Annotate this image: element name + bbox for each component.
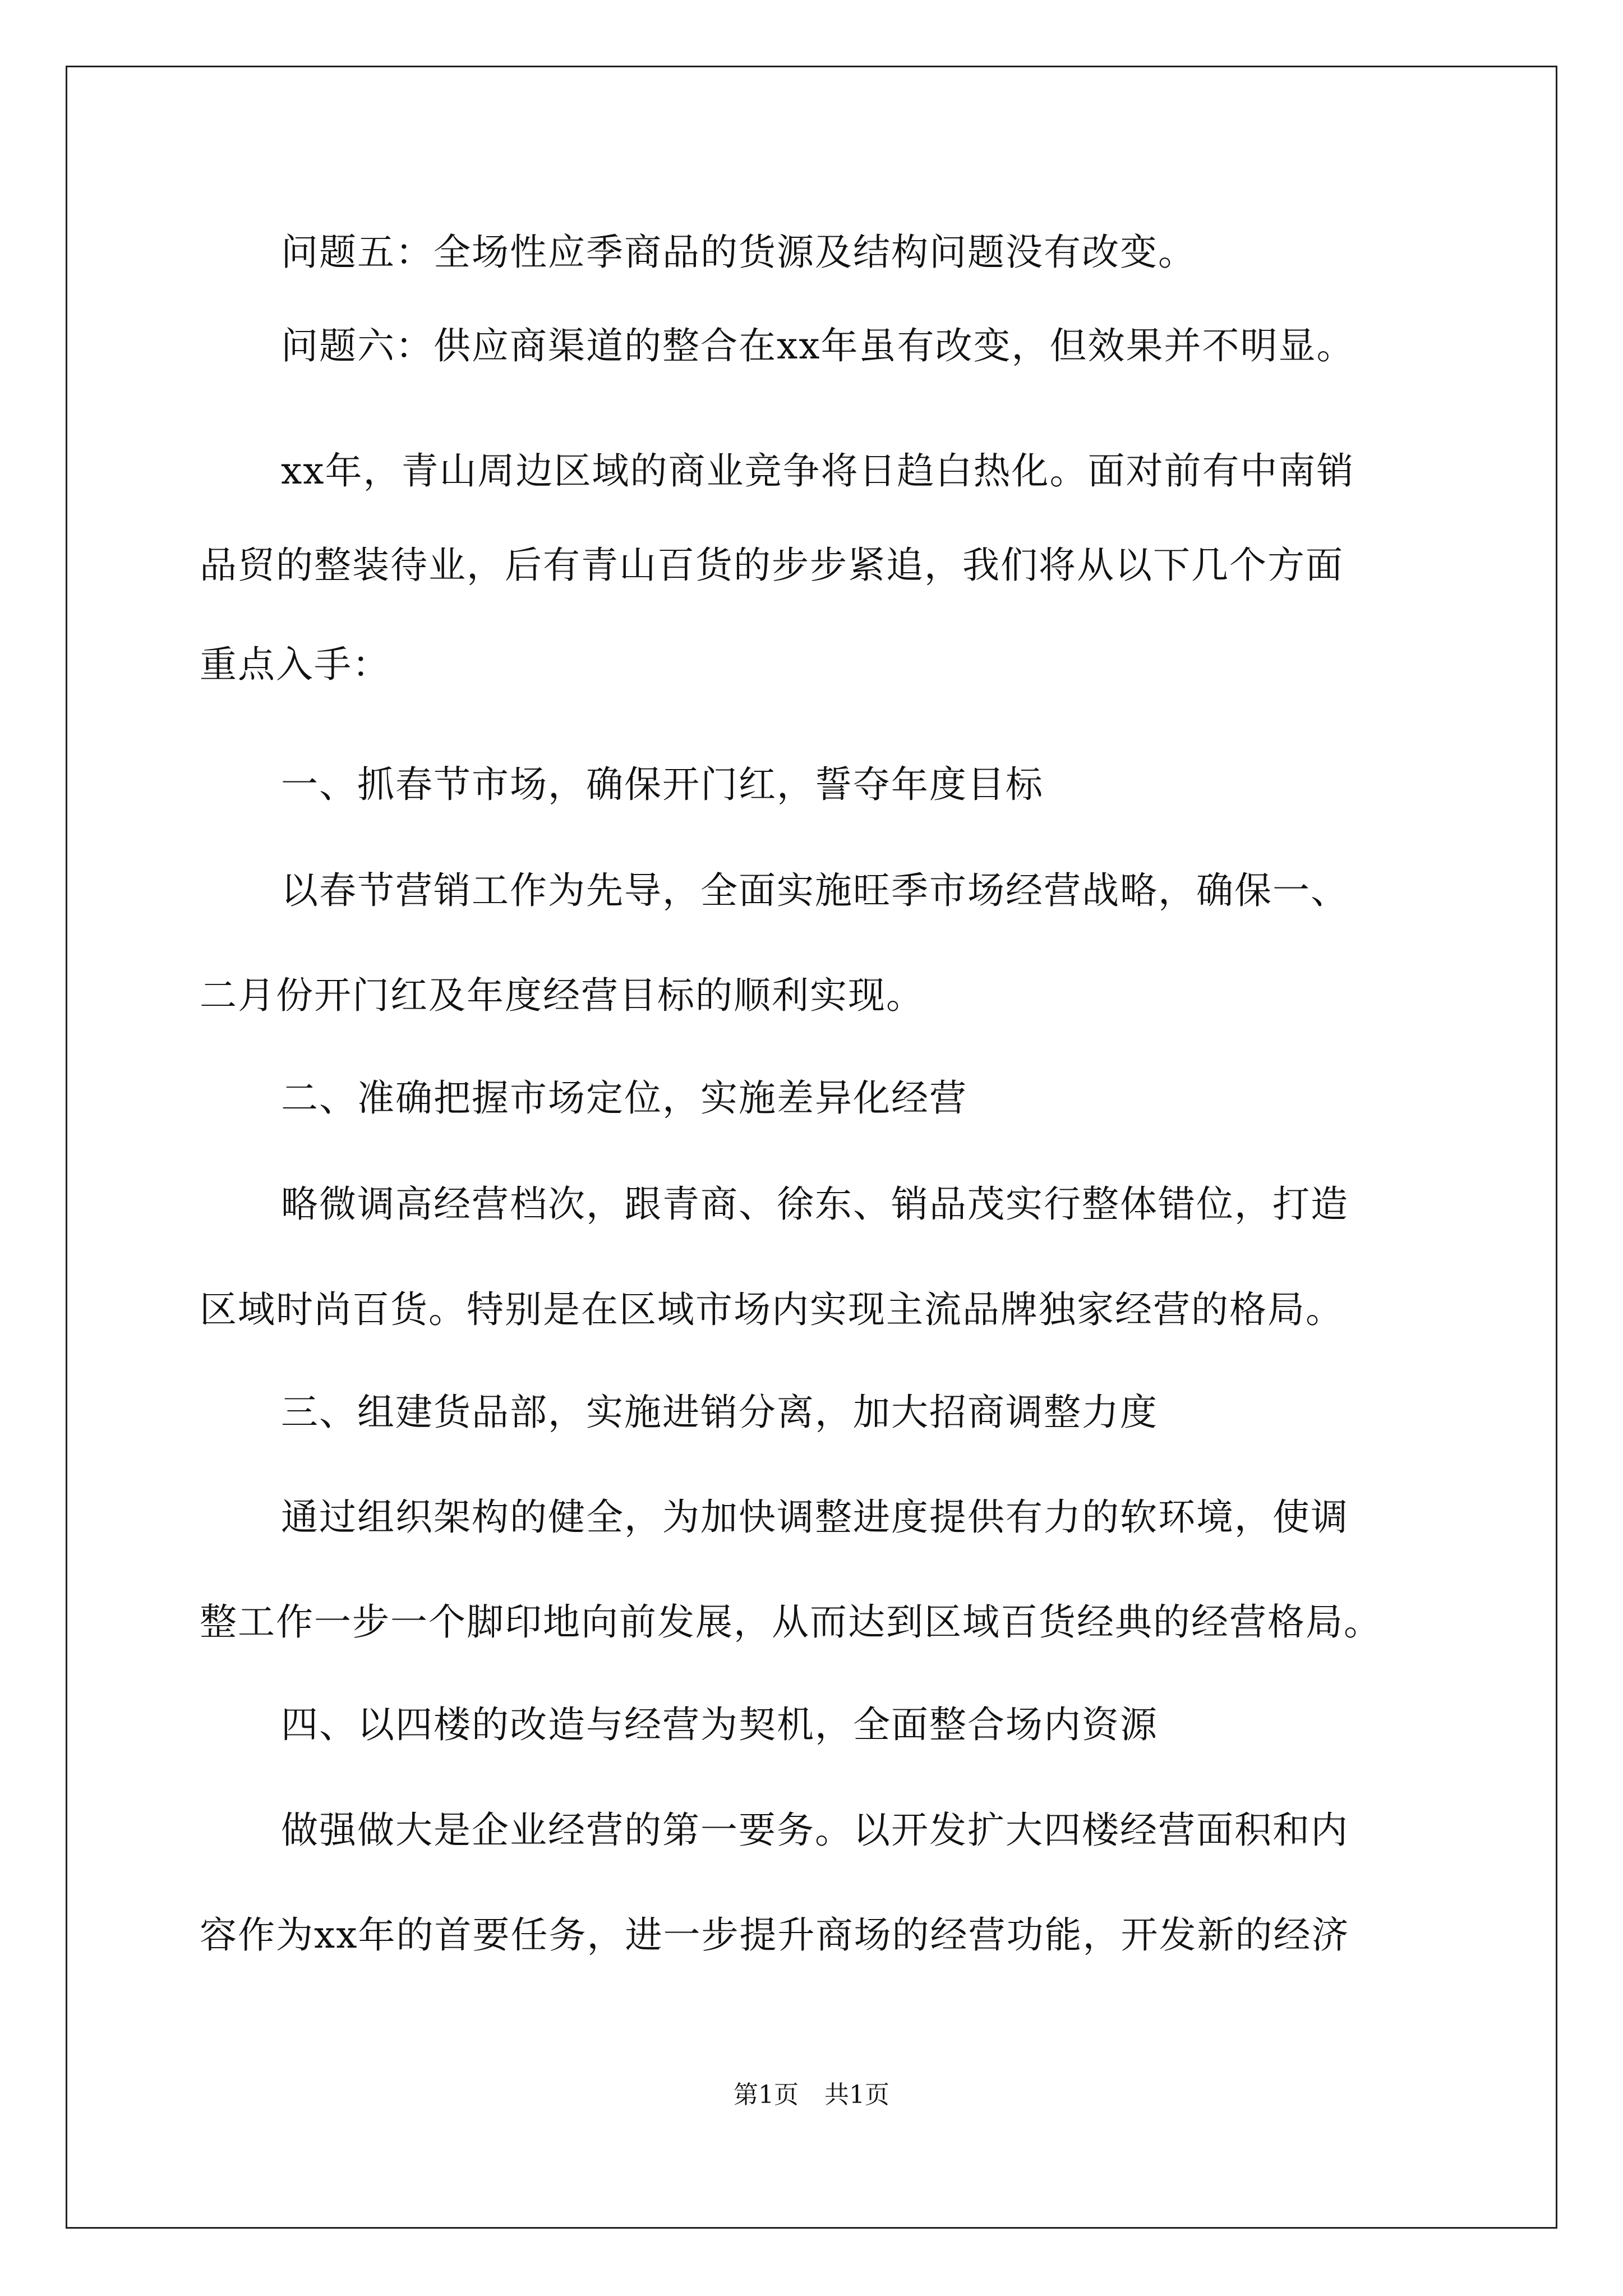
section-heading: 二、准确把握市场定位，实施差异化经营 — [281, 1076, 967, 1120]
text-line: 二月份开门红及年度经营目标的顺利实现。 — [200, 974, 924, 1017]
text-line: 以春节营销工作为先导，全面实施旺季市场经营战略，确保一、 — [281, 869, 1349, 912]
text-line: 略微调高经营档次，跟青商、徐东、销品茂实行整体错位，打造 — [281, 1182, 1349, 1226]
section-heading: 四、以四楼的改造与经营为契机，全面整合场内资源 — [281, 1703, 1158, 1746]
text-line: 问题五：全场性应季商品的货源及结构问题没有改变。 — [281, 231, 1196, 274]
page-footer — [0, 2078, 1623, 2112]
page-number: 第1页 — [734, 2081, 799, 2109]
text-line: 问题六：供应商渠道的整合在xx年虽有改变，但效果并不明显。 — [281, 324, 1355, 367]
page-total: 共1页 — [824, 2081, 889, 2109]
text-line: 通过组织架构的健全，为加快调整进度提供有力的软环境，使调 — [281, 1496, 1349, 1539]
text-line: 区域时尚百货。特别是在区域市场内实现主流品牌独家经营的格局。 — [200, 1288, 1344, 1331]
text-line: 品贸的整装待业，后有青山百货的步步紧追，我们将从以下几个方面 — [200, 544, 1344, 587]
text-line: 做强做大是企业经营的第一要务。以开发扩大四楼经营面积和内 — [281, 1809, 1349, 1852]
text-line: 重点入手： — [200, 643, 390, 686]
section-heading: 三、组建货品部，实施进销分离，加大招商调整力度 — [281, 1391, 1158, 1434]
page-border — [66, 66, 1557, 2229]
text-line: 整工作一步一个脚印地向前发展，从而达到区域百货经典的经营格局。 — [200, 1600, 1382, 1644]
text-line: 容作为xx年的首要任务，进一步提升商场的经营功能，开发新的经济 — [200, 1913, 1350, 1957]
section-heading: 一、抓春节市场，确保开门红，誓夺年度目标 — [281, 763, 1044, 806]
text-line: xx年，青山周边区域的商业竞争将日趋白热化。面对前有中南销 — [281, 449, 1355, 493]
